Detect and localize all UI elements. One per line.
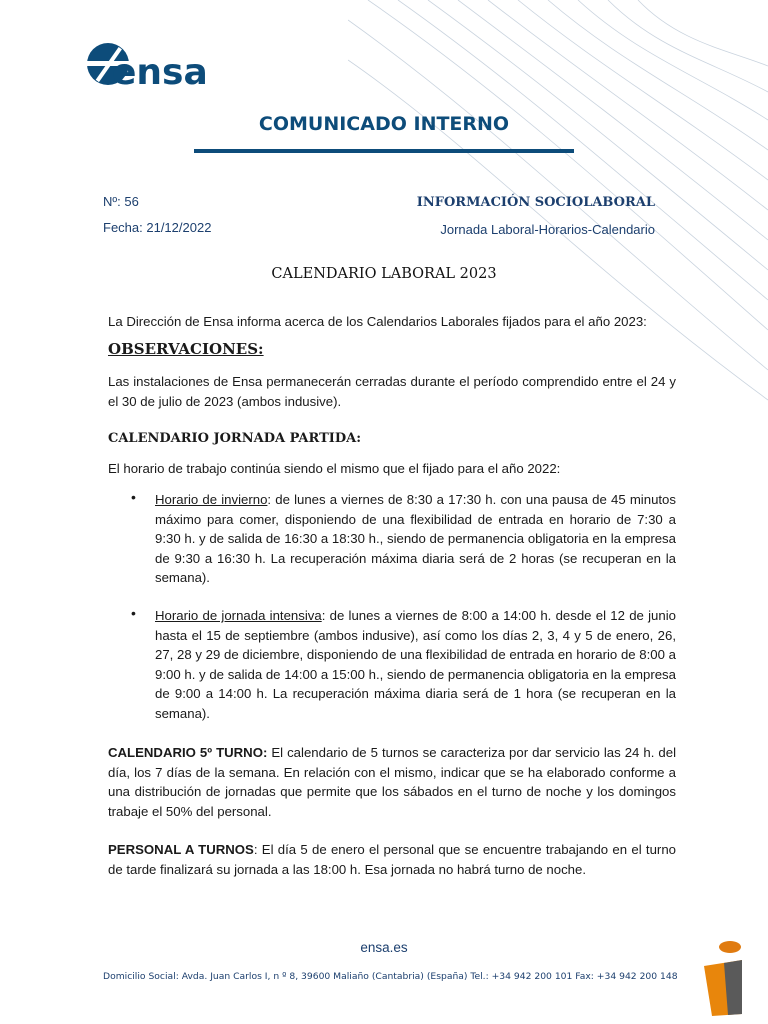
registered-address: Domicilio Social: Avda. Juan Carlos I, n º 8, 39600 Maliaño (Cantabria) (España) Tel.: +34 942 200 101 Fax: +34 942 200 148 xyxy=(103,971,678,982)
shift-staff-paragraph xyxy=(108,840,676,879)
communication-number: Nº: 56 xyxy=(103,194,139,209)
intensive-schedule-label: Horario de jornada intensiva xyxy=(155,608,322,623)
category-title: INFORMACIÓN SOCIOLABORAL xyxy=(416,195,655,210)
shift5-text: El calendario de 5 turnos se caracteriza por dar servicio las 24 h. del día, los 7 días de la semana. En relación con el mismo, indicar que se ha elaborado conforme a una distribución de jornadas que permite que los sábados en el turno de noche y los domingos trabaje el 50% del personal. xyxy=(108,745,676,819)
intensive-schedule-text: : de lunes a viernes de 8:00 a 14:00 h. desde el 12 de junio hasta el 15 de septiembre (ambos indusive), así como los días 2, 3, 4 y 5 de enero, 26, 27, 28 y 29 de diciembre, disponiendo de una flexibilidad de entrada en horario de 8:00 a 9:00 h. y de salida de 14:00 a 15:00 h., siendo de permanencia obligatoria en la empresa de 9:00 a 14:00 h. La recuperación máxima diaria será de 1 hora (se recuperan en la semana). xyxy=(155,608,676,721)
winter-schedule-label: Horario de invierno xyxy=(155,492,268,507)
category-subtitle: Jornada Laboral-Horarios-Calendario xyxy=(440,222,655,237)
observations-heading: OBSERVACIONES: xyxy=(108,340,264,358)
shift-staff-label: PERSONAL A TURNOS xyxy=(108,842,254,857)
observations-paragraph: Las instalaciones de Ensa permanecerán cerradas durante el período comprendido entre el 24 y el 30 de julio de 2023 (ambos indusive). xyxy=(108,374,676,409)
brand-name: ensa xyxy=(112,52,208,93)
bullet-marker: • xyxy=(131,605,136,621)
intro-paragraph: La Dirección de Ensa informa acerca de los Calendarios Laborales fijados para el año 2023: xyxy=(108,314,647,329)
shift5-label: CALENDARIO 5º TURNO: xyxy=(108,745,268,760)
website-link[interactable]: ensa.es xyxy=(360,940,408,955)
bullet-marker: • xyxy=(131,489,136,505)
communication-date: Fecha: 21/12/2022 xyxy=(103,220,212,235)
shift-staff-text: : El día 5 de enero el personal que se encuentre trabajando en el turno de tarde finalizará su jornada a las 18:00 h. Esa jornada no habrá turno de noche. xyxy=(108,842,676,877)
list-item-winter-schedule xyxy=(155,490,676,588)
page-title: COMUNICADO INTERNO xyxy=(258,113,510,135)
corner-emblem-logo xyxy=(698,938,754,1018)
title-underline xyxy=(194,149,574,153)
shift5-paragraph xyxy=(108,743,676,821)
decorative-wave-lines xyxy=(348,0,768,420)
split-schedule-paragraph: El horario de trabajo continúa siendo el mismo que el fijado para el año 2022: xyxy=(108,461,561,476)
split-schedule-heading: CALENDARIO JORNADA PARTIDA: xyxy=(108,431,361,446)
list-item-intensive-schedule xyxy=(155,606,676,724)
winter-schedule-text: : de lunes a viernes de 8:30 a 17:30 h. con una pausa de 45 minutos máximo para comer, disponiendo de una flexibilidad de entrada en horario de 7:30 a 9:30 h. y de salida de 16:30 a 18:30 h., siendo de permanencia obligatoria en la empresa de 9:30 a 16:30 h. La recuperación máxima diaria será de 2 horas (se recuperan en la semana). xyxy=(155,492,676,586)
document-title: CALENDARIO LABORAL 2023 xyxy=(271,266,497,282)
